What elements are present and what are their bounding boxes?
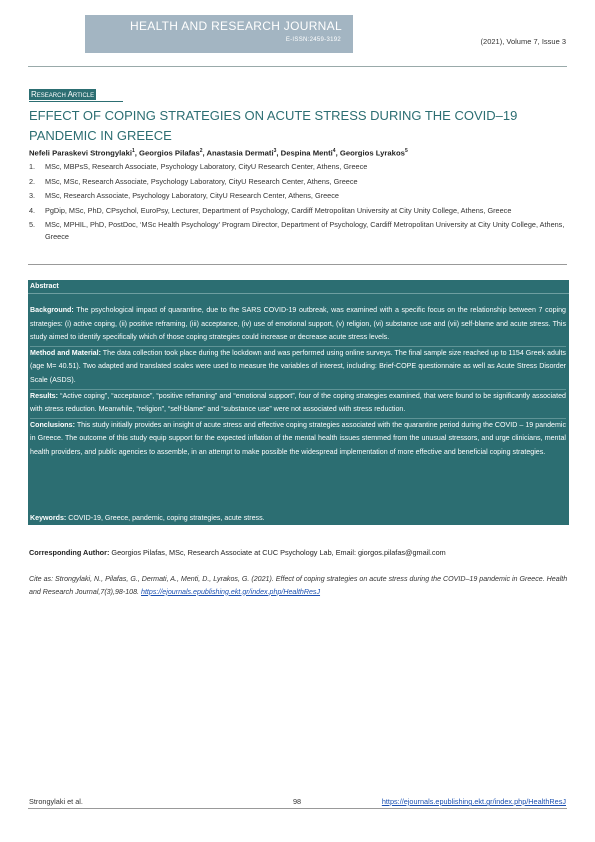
affiliation-number: 2.	[29, 176, 36, 186]
article-type-text: Research Article	[31, 90, 95, 99]
article-title: EFFECT OF COPING STRATEGIES ON ACUTE STRESS DURING THE COVID–19 PANDEMIC IN GREECE	[29, 108, 518, 143]
corresponding-author	[29, 548, 446, 557]
author-name: Anastasia Dermati	[206, 148, 274, 158]
author-sep: ,	[276, 148, 281, 158]
author-name: Georgios Lyrakos	[339, 148, 405, 158]
affiliation-item	[29, 161, 569, 173]
abstract-method	[30, 347, 566, 390]
abstract-section-text: This study initially provides an insight of acute stress and effective coping strategies associated with the quarantine period during the COVID – 19 pandemic in Greece. The outcome of this study equip support for the expected inflation of the mental health issues stemmed from the unusual stressors, and urge clinicians, mental health providers, and public agencies to assemble, in an attempt to make possible the widespread implementation of more effective and beneficial coping strategies.	[30, 420, 566, 456]
footer-author: Strongylaki et al.	[29, 797, 83, 806]
citation-link[interactable]: https://ejournals.epublishing.ekt.gr/index.php/HealthResJ	[141, 587, 321, 596]
corresponding-label: Corresponding Author:	[29, 548, 110, 557]
journal-title: HEALTH AND RESEARCH JOURNAL	[130, 19, 342, 33]
abstract-section-label: Background:	[30, 306, 74, 314]
abstract-results	[30, 390, 566, 419]
abstract-heading: Abstract	[28, 280, 569, 294]
footer-divider	[28, 808, 567, 809]
keywords-text: COVID-19, Greece, pandemic, coping strategies, acute stress.	[66, 514, 265, 522]
affiliation-text: MSc, MSc, Research Associate, Psychology Laboratory, CityU Research Center, Athens, Greece	[45, 176, 358, 186]
abstract-background	[30, 304, 566, 347]
affiliation-number: 3.	[29, 191, 36, 200]
affiliation-list	[29, 161, 569, 245]
keywords	[30, 512, 265, 526]
author-sup: 4	[332, 148, 336, 154]
abstract-section-text: The psychological impact of quarantine, due to the SARS COVID-19 outbreak, was examined with a specific focus on the relationship between 7 coping strategies: (i) active coping, (ii) positive reframing, (iii) acceptance, (iv) use of emotional support, (v) religion, (vi) substance use and (vii) self-blame and acute stress. This study aimed to identify specifically which of those coping strategies could increase or decrease acute stress levels.	[30, 306, 566, 342]
abstract-section-text: The data collection took place during the lockdown and was performed using online surveys. The final sample size reached up to 1154 Greek adults (age M= 40.51). Two adapted and translated scales were used to measure the variables of interest, including: Brief-COPE questionnaire as well as Acute Stress Disorder Scale (ASDS).	[30, 348, 566, 384]
abstract-section-label: Results:	[30, 391, 58, 400]
author-sep: ,	[335, 148, 340, 158]
author-sup: 5	[404, 148, 408, 154]
page-number: 98	[293, 797, 302, 806]
journal-issn: E-ISSN:2459-3192	[285, 37, 341, 43]
affiliation-number: 5.	[29, 220, 36, 229]
abstract-section-text: “Active coping”, “acceptance”, “positive reframing” and “emotional support”, four of the coping strategies examined, that were found to be significantly associated with stress reduction. Meanwhile, “religion”, “self-blame” and “substance use” were not associated with stress reduction.	[30, 391, 566, 414]
affiliation-number: 4.	[29, 205, 36, 215]
affiliation-text: MSc, MPHIL, PhD, PostDoc, ‘MSc Health Psychology’ Program Director, Department of Psychology, Cardiff Metropolitan University at City Unity College, Athens, Greece	[45, 220, 565, 241]
affiliation-item	[29, 190, 569, 202]
abstract-body	[30, 304, 566, 461]
author-sep: ,	[202, 148, 207, 158]
affiliation-item	[29, 176, 569, 188]
affiliation-text: MSc, MBPsS, Research Associate, Psychology Laboratory, CityU Research Center, Athens, Greece	[45, 162, 368, 171]
author-sup: 2	[199, 148, 203, 154]
volume-info: (2021), Volume 7, Issue 3	[480, 37, 566, 46]
keywords-label: Keywords:	[30, 514, 67, 522]
abstract-conclusions	[30, 419, 566, 461]
corresponding-text: Georgios Pilafas, MSc, Research Associate at CUC Psychology Lab, Email: giorgos.pilafas@gmail.com	[109, 548, 446, 557]
author-list	[29, 148, 408, 158]
affiliation-number: 1.	[29, 162, 36, 171]
abstract-section-label: Conclusions:	[30, 420, 75, 429]
affiliation-item	[29, 219, 569, 242]
article-type-label	[29, 89, 96, 100]
author-name: Despina Menti	[280, 148, 333, 158]
affiliation-text: MSc, Research Associate, Psychology Laboratory, CityU Research Center, Athens, Greece	[45, 191, 339, 200]
affiliation-text: PgDip, MSc, PhD, CPsychol, EuroPsy, Lecturer, Department of Psychology, Cardiff Metropolitan University at City Unity College, Athens, Greece	[45, 205, 512, 215]
citation-text: Cite as: Strongylaki, N., Pilafas, G., Dermati, A., Menti, D., Lyrakos, G. (2021). Effect of coping strategies on acute stress during the COVID–19 pandemic in Greece. Health and Research Journal,7(3),98-108.	[29, 575, 568, 596]
article-type-underline	[29, 101, 123, 102]
author-name: Nefeli Paraskevi Strongylaki	[29, 148, 132, 158]
author-sup: 3	[273, 148, 277, 154]
journal-banner	[85, 15, 353, 53]
header-divider	[28, 66, 567, 67]
abstract-box	[28, 280, 569, 525]
footer-link[interactable]: https://ejournals.epublishing.ekt.gr/index.php/HealthResJ	[381, 797, 566, 806]
section-divider	[28, 264, 567, 265]
author-sup: 1	[131, 148, 135, 154]
affiliation-item	[29, 205, 569, 217]
citation	[29, 573, 569, 598]
author-name: Georgios Pilafas	[139, 148, 200, 158]
author-sep: ,	[134, 148, 140, 158]
abstract-section-label: Method and Material:	[30, 348, 101, 357]
